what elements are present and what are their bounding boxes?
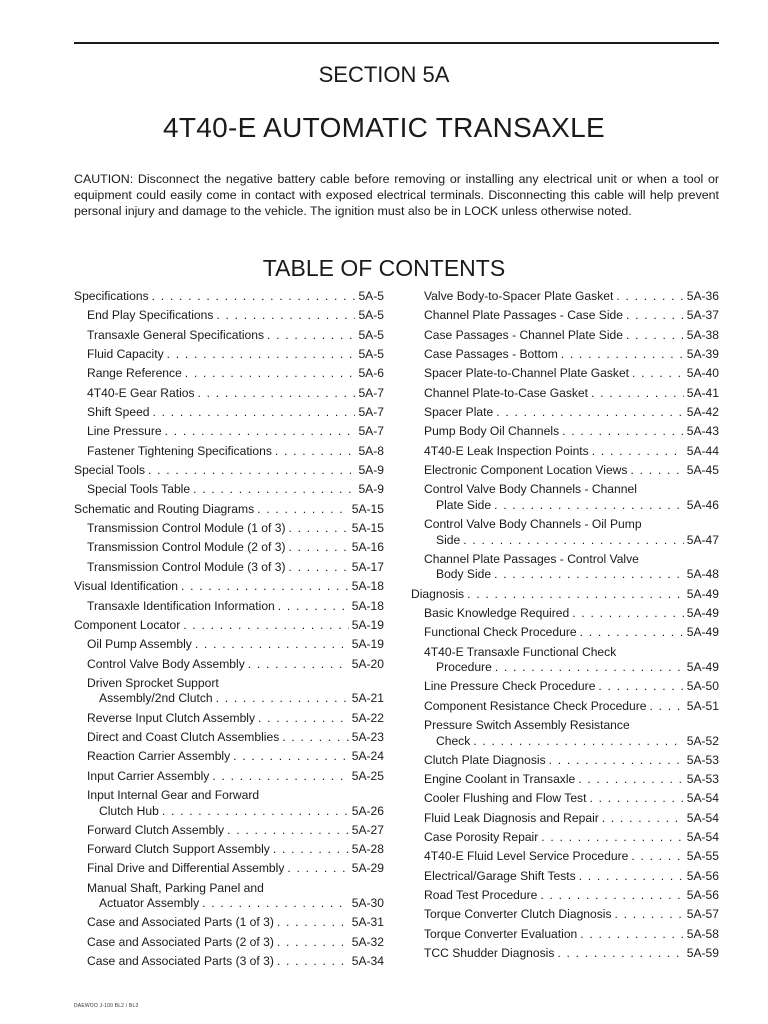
- toc-page-number: 5A-30: [351, 896, 384, 911]
- dot-leader: [579, 869, 684, 885]
- toc-entry: [411, 718, 719, 749]
- toc-entry-title: 4T40-E Transaxle Functional Check: [424, 644, 617, 659]
- toc-entry-title-cont: Side: [436, 532, 461, 547]
- dot-leader: [494, 567, 684, 583]
- toc-page-number: 5A-15: [351, 501, 384, 516]
- dot-leader: [496, 405, 683, 421]
- toc-entry-title: Control Valve Body Assembly: [87, 656, 245, 671]
- toc-page-number: 5A-19: [351, 637, 384, 652]
- toc-entry: [74, 861, 384, 877]
- dot-leader: [167, 347, 356, 363]
- dot-leader: [494, 498, 684, 514]
- dot-leader: [463, 533, 684, 549]
- dot-leader: [626, 308, 684, 324]
- toc-entry-title: Engine Coolant in Transaxle: [424, 771, 576, 786]
- toc-page-number: 5A-48: [686, 567, 719, 582]
- dot-leader: [632, 366, 684, 382]
- toc-entry-title: Line Pressure Check Procedure: [424, 679, 596, 694]
- toc-entry: [74, 935, 384, 951]
- dot-leader: [216, 308, 355, 324]
- dot-leader: [282, 730, 348, 746]
- toc-page-number: 5A-7: [358, 385, 384, 400]
- dot-leader: [195, 637, 349, 653]
- toc-entry: [411, 444, 719, 460]
- dot-leader: [572, 606, 684, 622]
- toc-page-number: 5A-29: [351, 861, 384, 876]
- toc-entry: [411, 366, 719, 382]
- toc-entry-title: Transmission Control Module (1 of 3): [87, 521, 286, 536]
- toc-entry: [411, 625, 719, 641]
- toc-entry: [74, 954, 384, 970]
- toc-entry: [411, 517, 719, 548]
- toc-entry-title-cont: Clutch Hub: [99, 803, 159, 818]
- toc-entry-title: Clutch Plate Diagnosis: [424, 752, 546, 767]
- toc-entry: [74, 749, 384, 765]
- toc-entry-title: Special Tools: [74, 463, 146, 478]
- toc-page-number: 5A-46: [686, 498, 719, 513]
- toc-page-number: 5A-9: [358, 463, 384, 478]
- toc-entry: [411, 308, 719, 324]
- dot-leader: [258, 711, 349, 727]
- dot-leader: [227, 823, 349, 839]
- toc-page-number: 5A-27: [351, 822, 384, 837]
- toc-heading: TABLE OF CONTENTS: [262, 255, 506, 281]
- toc-entry-title: Case and Associated Parts (1 of 3): [87, 915, 274, 930]
- toc-entry: [411, 289, 719, 305]
- toc-page-number: 5A-57: [686, 907, 719, 922]
- dot-leader: [549, 753, 684, 769]
- toc-entry-title: Fluid Leak Diagnosis and Repair: [424, 810, 599, 825]
- dot-leader: [202, 896, 349, 912]
- dot-leader: [580, 625, 684, 641]
- toc-entry-title: Range Reference: [87, 366, 182, 381]
- toc-entry-title: Channel Plate Passages - Case Side: [424, 308, 623, 323]
- footer-text: DAEWOO J-100 BL2 / BL3: [74, 1003, 139, 1009]
- dot-leader: [598, 679, 683, 695]
- dot-leader: [185, 366, 356, 382]
- toc-page-number: 5A-9: [358, 482, 384, 497]
- dot-leader: [650, 699, 684, 715]
- toc-entry-title: TCC Shudder Diagnosis: [424, 946, 555, 961]
- toc-entry: [74, 579, 384, 595]
- toc-entry: [74, 366, 384, 382]
- toc-entry: [74, 823, 384, 839]
- toc-entry-title-cont: Plate Side: [436, 498, 492, 513]
- toc-entry-title: Case and Associated Parts (2 of 3): [87, 934, 274, 949]
- toc-entry: [411, 587, 719, 603]
- toc-entry-title: Component Locator: [74, 617, 181, 632]
- toc-page-number: 5A-51: [686, 698, 719, 713]
- toc-entry: [411, 791, 719, 807]
- toc-entry-title: Forward Clutch Support Assembly: [87, 841, 270, 856]
- toc-page-number: 5A-41: [686, 385, 719, 400]
- toc-entry: [411, 907, 719, 923]
- dot-leader: [578, 772, 683, 788]
- dot-leader: [153, 405, 356, 421]
- toc-entry-title: Shift Speed: [87, 405, 150, 420]
- toc-entry: [411, 386, 719, 402]
- top-rule: [74, 42, 719, 44]
- toc-entry-title: Forward Clutch Assembly: [87, 822, 225, 837]
- toc-entry-title: Case Passages - Bottom: [424, 347, 558, 362]
- toc-entry-title: Electronic Component Location Views: [424, 463, 628, 478]
- toc-page-number: 5A-6: [358, 366, 384, 381]
- toc-entry-title: Special Tools Table: [87, 482, 191, 497]
- dot-leader: [630, 463, 683, 479]
- toc-entry: [74, 560, 384, 576]
- toc-entry-title: Reaction Carrier Assembly: [87, 749, 231, 764]
- toc-page-number: 5A-15: [351, 521, 384, 536]
- toc-page-number: 5A-24: [351, 749, 384, 764]
- toc-page-number: 5A-53: [686, 752, 719, 767]
- toc-page-number: 5A-47: [686, 532, 719, 547]
- toc-entry: [411, 645, 719, 676]
- toc-entry-title: Cooler Flushing and Flow Test: [424, 791, 587, 806]
- toc-page-number: 5A-26: [351, 803, 384, 818]
- toc-page-number: 5A-49: [686, 660, 719, 675]
- toc-page-number: 5A-25: [351, 768, 384, 783]
- toc-page-number: 5A-20: [351, 656, 384, 671]
- toc-page-number: 5A-54: [686, 791, 719, 806]
- toc-page-number: 5A-8: [358, 443, 384, 458]
- toc-entry: [74, 618, 384, 634]
- dot-leader: [148, 463, 355, 479]
- dot-leader: [615, 907, 684, 923]
- dot-leader: [275, 444, 356, 460]
- toc-left-column: [74, 289, 384, 973]
- toc-entry-title: Transmission Control Module (3 of 3): [87, 559, 286, 574]
- toc-entry-title: Case Porosity Repair: [424, 829, 539, 844]
- toc-entry: [74, 482, 384, 498]
- toc-entry-title: Component Resistance Check Procedure: [424, 698, 647, 713]
- dot-leader: [561, 347, 684, 363]
- dot-leader: [277, 954, 349, 970]
- toc-entry-title: Electrical/Garage Shift Tests: [424, 868, 576, 883]
- dot-leader: [495, 660, 684, 676]
- toc-entry: [74, 444, 384, 460]
- toc-entry-title: Basic Knowledge Required: [424, 605, 570, 620]
- dot-leader: [183, 618, 348, 634]
- dot-leader: [467, 587, 684, 603]
- toc-entry-title: Oil Pump Assembly: [87, 637, 192, 652]
- toc-entry-title-cont: Check: [436, 733, 471, 748]
- toc-entry-title: Fluid Capacity: [87, 347, 164, 362]
- toc-entry-title: Diagnosis: [411, 586, 465, 601]
- toc-entry: [74, 463, 384, 479]
- toc-entry-title: Direct and Coast Clutch Assemblies: [87, 729, 280, 744]
- toc-entry-title: End Play Specifications: [87, 308, 214, 323]
- toc-entry-title: Fastener Tightening Specifications: [87, 443, 272, 458]
- dot-leader: [626, 328, 684, 344]
- toc-entry: [74, 540, 384, 556]
- toc-page-number: 5A-23: [351, 729, 384, 744]
- dot-leader: [278, 599, 349, 615]
- toc-page-number: 5A-5: [358, 347, 384, 362]
- toc-entry-title: Channel Plate-to-Case Gasket: [424, 385, 589, 400]
- toc-page-number: 5A-44: [686, 443, 719, 458]
- toc-page-number: 5A-54: [686, 810, 719, 825]
- toc-page-number: 5A-56: [686, 868, 719, 883]
- section-label: SECTION 5A: [318, 62, 450, 87]
- toc-page-number: 5A-43: [686, 424, 719, 439]
- dot-leader: [193, 482, 355, 498]
- toc-entry-title: Pressure Switch Assembly Resistance: [424, 717, 630, 732]
- toc-entry-title: Case and Associated Parts (3 of 3): [87, 954, 274, 969]
- dot-leader: [557, 946, 683, 962]
- toc-entry-title: Line Pressure: [87, 424, 162, 439]
- toc-page-number: 5A-39: [686, 347, 719, 362]
- toc-page-number: 5A-31: [351, 915, 384, 930]
- toc-entry: [411, 888, 719, 904]
- dot-leader: [152, 289, 356, 305]
- toc-page-number: 5A-32: [351, 934, 384, 949]
- toc-entry: [411, 405, 719, 421]
- dot-leader: [289, 560, 349, 576]
- toc-entry: [411, 849, 719, 865]
- toc-entry: [74, 502, 384, 518]
- toc-entry: [411, 927, 719, 943]
- toc-page-number: 5A-34: [351, 954, 384, 969]
- toc-entry-title: 4T40-E Fluid Level Service Procedure: [424, 849, 629, 864]
- toc-entry: [74, 308, 384, 324]
- toc-entry: [411, 753, 719, 769]
- toc-entry: [411, 347, 719, 363]
- dot-leader: [540, 888, 683, 904]
- toc-entry-title: Control Valve Body Channels - Oil Pump: [424, 517, 642, 532]
- toc-entry: [411, 552, 719, 583]
- toc-entry-title: Torque Converter Evaluation: [424, 926, 578, 941]
- dot-leader: [216, 691, 349, 707]
- toc-entry-title: Input Carrier Assembly: [87, 768, 210, 783]
- toc-page-number: 5A-7: [358, 424, 384, 439]
- toc-entry-title: Spacer Plate-to-Channel Plate Gasket: [424, 366, 630, 381]
- toc-entry-title: Final Drive and Differential Assembly: [87, 861, 285, 876]
- dot-leader: [181, 579, 349, 595]
- toc-page-number: 5A-52: [686, 733, 719, 748]
- toc-entry-title: Specifications: [74, 289, 149, 303]
- toc-entry-title: Spacer Plate: [424, 405, 494, 420]
- toc-entry: [74, 881, 384, 912]
- toc-entry: [74, 842, 384, 858]
- toc-page-number: 5A-5: [358, 327, 384, 342]
- toc-page-number: 5A-16: [351, 540, 384, 555]
- toc-entry-title: Road Test Procedure: [424, 888, 538, 902]
- toc-entry-title: Transmission Control Module (2 of 3): [87, 540, 286, 555]
- toc-entry-title: Transaxle General Specifications: [87, 327, 265, 342]
- toc-entry-title: Channel Plate Passages - Control Valve: [424, 551, 639, 566]
- dot-leader: [289, 540, 349, 556]
- toc-right-column: [411, 289, 719, 965]
- toc-page-number: 5A-55: [686, 849, 719, 864]
- toc-entry: [74, 657, 384, 673]
- dot-leader: [233, 749, 349, 765]
- toc-entry: [411, 424, 719, 440]
- toc-entry: [411, 463, 719, 479]
- toc-page-number: 5A-22: [351, 710, 384, 725]
- toc-entry-title: Control Valve Body Channels - Channel: [424, 482, 637, 497]
- dot-leader: [473, 734, 683, 750]
- toc-page-number: 5A-7: [358, 405, 384, 420]
- toc-entry-title: Case Passages - Channel Plate Side: [424, 327, 623, 342]
- toc-entry-title: Torque Converter Clutch Diagnosis: [424, 907, 612, 922]
- toc-entry-title: Transaxle Identification Information: [87, 598, 275, 613]
- toc-page-number: 5A-5: [358, 289, 384, 303]
- toc-entry: [74, 405, 384, 421]
- toc-page-number: 5A-45: [686, 463, 719, 478]
- dot-leader: [580, 927, 683, 943]
- dot-leader: [165, 424, 356, 440]
- toc-page-number: 5A-54: [686, 829, 719, 844]
- toc-entry: [74, 730, 384, 746]
- toc-entry-title-cont: Actuator Assembly: [99, 896, 200, 911]
- toc-entry-title: Manual Shaft, Parking Panel and: [87, 880, 264, 895]
- toc-page-number: 5A-21: [351, 691, 384, 706]
- toc-entry: [74, 521, 384, 537]
- toc-entry: [74, 424, 384, 440]
- toc-page-number: 5A-49: [686, 605, 719, 620]
- toc-entry-title: Valve Body-to-Spacer Plate Gasket: [424, 289, 614, 303]
- caution-text: CAUTION: Disconnect the negative battery cable before removing or installing any electrical unit or when a tool or equipment could easily come in contact with exposed electrical terminals. Disconnecting this cable will help prevent personal injury and damage to the vehicle. The ignition must also be in LOCK unless otherwise noted.: [74, 172, 719, 219]
- toc-page-number: 5A-49: [686, 625, 719, 640]
- toc-entry-title: Pump Body Oil Channels: [424, 424, 560, 439]
- dot-leader: [616, 289, 683, 305]
- dot-leader: [562, 424, 684, 440]
- page-title: 4T40-E AUTOMATIC TRANSAXLE: [163, 112, 605, 143]
- toc-entry-title: Functional Check Procedure: [424, 625, 577, 640]
- dot-leader: [277, 935, 349, 951]
- dot-leader: [212, 769, 348, 785]
- toc-page-number: 5A-40: [686, 366, 719, 381]
- toc-page-number: 5A-37: [686, 308, 719, 323]
- dot-leader: [257, 502, 349, 518]
- toc-entry-title-cont: Assembly/2nd Clutch: [99, 691, 213, 706]
- toc-entry: [74, 637, 384, 653]
- toc-entry-title: Driven Sprocket Support: [87, 675, 219, 690]
- toc-entry: [411, 869, 719, 885]
- dot-leader: [287, 861, 348, 877]
- toc-page-number: 5A-59: [686, 946, 719, 961]
- dot-leader: [267, 328, 355, 344]
- toc-entry: [74, 676, 384, 707]
- dot-leader: [541, 830, 683, 846]
- toc-entry-title: Schematic and Routing Diagrams: [74, 501, 255, 516]
- toc-page-number: 5A-56: [686, 888, 719, 902]
- toc-page-number: 5A-28: [351, 841, 384, 856]
- toc-entry: [74, 289, 384, 305]
- dot-leader: [591, 386, 684, 402]
- toc-entry: [411, 328, 719, 344]
- dot-leader: [631, 849, 683, 865]
- dot-leader: [602, 811, 684, 827]
- toc-entry: [74, 769, 384, 785]
- toc-entry-title: Visual Identification: [74, 579, 178, 594]
- toc-page-number: 5A-38: [686, 327, 719, 342]
- toc-page-number: 5A-53: [686, 771, 719, 786]
- dot-leader: [162, 804, 349, 820]
- dot-leader: [198, 386, 356, 402]
- toc-page-number: 5A-19: [351, 617, 384, 632]
- toc-entry: [411, 699, 719, 715]
- toc-entry: [74, 328, 384, 344]
- dot-leader: [589, 791, 683, 807]
- dot-leader: [273, 842, 349, 858]
- dot-leader: [289, 521, 349, 537]
- toc-entry: [411, 830, 719, 846]
- toc-entry-title-cont: Procedure: [436, 660, 492, 675]
- toc-entry: [411, 811, 719, 827]
- toc-entry: [74, 386, 384, 402]
- toc-entry-title: Reverse Input Clutch Assembly: [87, 710, 256, 725]
- toc-entry: [411, 606, 719, 622]
- toc-page-number: 5A-58: [686, 926, 719, 941]
- toc-entry: [411, 679, 719, 695]
- toc-entry-title: Input Internal Gear and Forward: [87, 787, 260, 802]
- toc-page-number: 5A-18: [351, 579, 384, 594]
- toc-entry: [411, 946, 719, 962]
- toc-entry: [74, 711, 384, 727]
- toc-entry: [74, 347, 384, 363]
- dot-leader: [248, 657, 349, 673]
- toc-page-number: 5A-17: [351, 559, 384, 574]
- dot-leader: [592, 444, 684, 460]
- toc-page-number: 5A-50: [686, 679, 719, 694]
- toc-entry-title-cont: Body Side: [436, 567, 492, 582]
- toc-page-number: 5A-36: [686, 289, 719, 303]
- toc-page-number: 5A-49: [686, 586, 719, 601]
- toc-entry-title: 4T40-E Gear Ratios: [87, 385, 195, 400]
- toc-page-number: 5A-18: [351, 598, 384, 613]
- toc-entry: [74, 788, 384, 819]
- toc-page-number: 5A-5: [358, 308, 384, 323]
- toc-entry: [411, 482, 719, 513]
- toc-entry: [74, 599, 384, 615]
- toc-entry: [411, 772, 719, 788]
- dot-leader: [277, 915, 349, 931]
- toc-entry: [74, 915, 384, 931]
- toc-entry-title: 4T40-E Leak Inspection Points: [424, 443, 589, 458]
- toc-page-number: 5A-42: [686, 405, 719, 420]
